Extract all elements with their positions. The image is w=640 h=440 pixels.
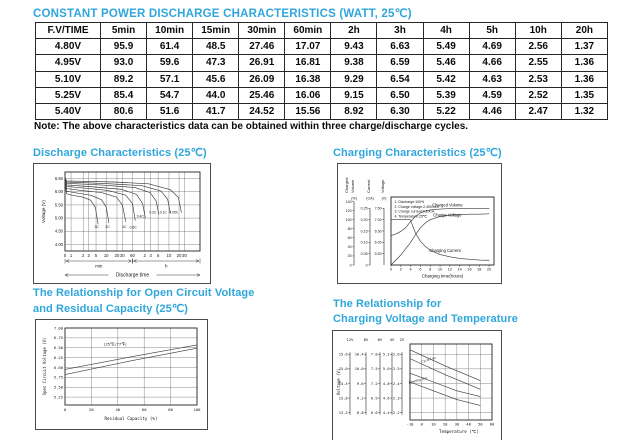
table-cell: 1.36 — [561, 55, 607, 71]
col-header: 4h — [423, 23, 469, 39]
svg-text:5.50: 5.50 — [374, 251, 382, 256]
table-cell: 80.6 — [101, 104, 147, 120]
svg-text:10: 10 — [431, 421, 436, 427]
frame — [65, 328, 197, 405]
svg-text:9.2: 9.2 — [356, 396, 364, 401]
table-cell: 41.7 — [193, 104, 239, 120]
svg-text:Charged: Charged — [344, 177, 349, 193]
table-cell: 6.30 — [377, 104, 423, 120]
bands — [407, 350, 480, 406]
table-cell: 48.5 — [193, 39, 239, 55]
svg-text:30: 30 — [182, 253, 187, 258]
table-cell: 5.42 — [423, 71, 469, 87]
svg-text:7.50: 7.50 — [374, 206, 382, 211]
svg-text:6.50: 6.50 — [54, 175, 63, 181]
temp-chart-title-line2: Charging Voltage and Temperature — [333, 313, 518, 325]
table-cell: 16.38 — [285, 71, 331, 87]
svg-text:1C: 1C — [122, 225, 127, 230]
svg-text:0: 0 — [365, 263, 368, 268]
col-header: 5h — [469, 23, 515, 39]
svg-text:20: 20 — [89, 407, 94, 412]
row-header: 5.40V — [36, 104, 101, 120]
left-axes — [344, 178, 386, 268]
row-header: 5.25V — [36, 87, 101, 103]
svg-text:5: 5 — [94, 253, 98, 258]
svg-text:3: 3 — [149, 253, 152, 258]
table-cell: 59.6 — [147, 55, 193, 71]
svg-text:0.05C: 0.05C — [169, 210, 179, 215]
col-header: 2h — [331, 23, 377, 39]
svg-text:(25℃/77℉): (25℃/77℉) — [103, 341, 128, 347]
table-cell: 5.39 — [423, 87, 469, 103]
series — [65, 178, 181, 230]
svg-text:8.8: 8.8 — [356, 410, 364, 415]
svg-text:Voltage (V): Voltage (V) — [41, 200, 46, 223]
svg-text:4V: 4V — [389, 337, 395, 342]
svg-text:6.50: 6.50 — [374, 229, 382, 234]
svg-text:8: 8 — [429, 267, 432, 272]
svg-text:6.00: 6.00 — [54, 189, 63, 195]
table-cell: 9.38 — [331, 55, 377, 71]
svg-text:10: 10 — [437, 267, 443, 272]
svg-text:Open Circuit Voltage (V): Open Circuit Voltage (V) — [42, 337, 47, 396]
table-cell: 9.29 — [331, 71, 377, 87]
svg-text:5.75: 5.75 — [53, 374, 63, 380]
svg-text:5.00: 5.00 — [54, 215, 63, 221]
svg-text:0: 0 — [63, 407, 67, 412]
svg-text:14.4: 14.4 — [338, 381, 348, 386]
table-cell: 16.06 — [285, 87, 331, 103]
table-cell: 2.47 — [515, 104, 561, 120]
left-scales — [336, 337, 405, 415]
svg-text:Charging Current: Charging Current — [429, 247, 461, 253]
table-cell: 5.46 — [423, 55, 469, 71]
table-cell: 2.53 — [515, 71, 561, 87]
discharge-chart — [37, 167, 208, 281]
svg-text:0.6C: 0.6C — [129, 225, 137, 230]
svg-text:6.75: 6.75 — [53, 335, 63, 341]
svg-text:Voltage: Voltage — [380, 179, 385, 193]
svg-text:4: 4 — [409, 267, 412, 272]
svg-text:80: 80 — [168, 407, 173, 412]
charging-chart-box — [337, 163, 502, 284]
row-header: 4.95V — [36, 55, 101, 71]
svg-text:140: 140 — [345, 199, 352, 204]
svg-text:7.8: 7.8 — [370, 352, 378, 357]
svg-text:6.25: 6.25 — [53, 354, 63, 360]
svg-text:20: 20 — [347, 254, 352, 259]
svg-text:3. Charge current:0.20CA: 3. Charge current:0.20CA — [394, 209, 435, 214]
table-row — [36, 87, 608, 103]
svg-text:4.4: 4.4 — [382, 410, 390, 415]
table-cell: 26.09 — [239, 71, 285, 87]
svg-text:4.6: 4.6 — [382, 396, 390, 401]
svg-text:5.2: 5.2 — [382, 352, 390, 357]
svg-text:h: h — [165, 263, 168, 269]
svg-text:5.50: 5.50 — [54, 202, 63, 208]
svg-text:12V: 12V — [346, 337, 354, 342]
table-row — [36, 55, 608, 71]
svg-text:60: 60 — [130, 253, 135, 258]
svg-text:2.4: 2.4 — [392, 381, 400, 386]
grid — [65, 172, 200, 251]
svg-text:Discharge time: Discharge time — [115, 272, 150, 279]
table-cell: 4.63 — [469, 71, 515, 87]
svg-text:4.8: 4.8 — [382, 381, 390, 386]
ocv-chart-box — [35, 319, 208, 430]
svg-text:2. Charge voltage:2.45V/cell: 2. Charge voltage:2.45V/cell — [394, 204, 439, 209]
svg-text:2.5: 2.5 — [392, 367, 400, 372]
svg-text:0.4C: 0.4C — [136, 214, 144, 219]
svg-text:5.50: 5.50 — [53, 384, 63, 390]
col-header-fv-time: F.V/TIME — [36, 23, 101, 39]
svg-text:12: 12 — [447, 267, 452, 272]
col-header: 15min — [193, 23, 239, 39]
table-cell: 61.4 — [147, 39, 193, 55]
svg-text:6.9: 6.9 — [370, 396, 378, 401]
svg-text:80: 80 — [347, 227, 352, 232]
table-row — [36, 71, 608, 87]
svg-text:40: 40 — [115, 407, 121, 412]
ocv-chart-title-line2: and Residual Capacity (25℃) — [33, 303, 189, 315]
svg-text:Temperature (℃): Temperature (℃) — [439, 429, 479, 434]
svg-text:16: 16 — [467, 267, 472, 272]
svg-text:0.15: 0.15 — [360, 229, 368, 234]
annotation — [103, 341, 127, 346]
svg-text:15.0: 15.0 — [338, 367, 348, 372]
table-cell: 45.6 — [193, 71, 239, 87]
svg-text:20: 20 — [176, 253, 182, 258]
svg-text:Residual Capacity (%): Residual Capacity (%) — [104, 416, 158, 421]
svg-text:40: 40 — [347, 245, 352, 250]
svg-text:2.6: 2.6 — [392, 352, 400, 357]
grid — [65, 328, 197, 405]
table-cell: 1.37 — [561, 39, 607, 55]
svg-text:Floating Use: Floating Use — [408, 375, 428, 385]
svg-text:Voltage (V): Voltage (V) — [336, 368, 341, 396]
x-axis — [407, 422, 495, 434]
charging-chart — [341, 167, 499, 281]
series — [65, 345, 197, 375]
table-cell: 47.3 — [193, 55, 239, 71]
svg-text:30: 30 — [454, 421, 460, 427]
svg-text:-10: -10 — [406, 421, 414, 427]
svg-text:Charge Voltage: Charge Voltage — [433, 212, 462, 218]
svg-text:18: 18 — [477, 267, 482, 272]
svg-text:10: 10 — [103, 253, 109, 258]
svg-text:2: 2 — [399, 267, 402, 272]
table-cell: 6.54 — [377, 71, 423, 87]
svg-text:0: 0 — [389, 267, 393, 272]
svg-text:4.50: 4.50 — [54, 228, 63, 234]
discharge-chart-title: Discharge Characteristics (25℃) — [33, 147, 207, 159]
table-cell: 4.46 — [469, 104, 515, 120]
svg-text:0.1C: 0.1C — [159, 210, 167, 215]
table-note: Note: The above characteristics data can be obtained within three charge/discharge cycles. — [34, 121, 469, 132]
col-header: 10min — [147, 23, 193, 39]
table-cell: 1.35 — [561, 87, 607, 103]
svg-text:Cycle Use: Cycle Use — [420, 355, 437, 364]
col-header: 60min — [285, 23, 331, 39]
svg-text:60: 60 — [347, 236, 352, 241]
svg-text:13.2: 13.2 — [338, 410, 348, 415]
charging-chart-title: Charging Characteristics (25℃) — [333, 147, 502, 159]
svg-text:3: 3 — [87, 253, 90, 258]
table-cell: 51.6 — [147, 104, 193, 120]
axis-brackets — [65, 259, 200, 279]
table-cell: 2.55 — [515, 55, 561, 71]
svg-text:6.00: 6.00 — [53, 364, 63, 370]
svg-text:6.6: 6.6 — [370, 410, 378, 415]
svg-text:7.2: 7.2 — [370, 381, 378, 386]
table-cell: 4.69 — [469, 39, 515, 55]
svg-text:10: 10 — [166, 253, 172, 258]
svg-text:60: 60 — [489, 421, 495, 427]
svg-text:Volume: Volume — [350, 179, 355, 193]
col-header: 20h — [561, 23, 607, 39]
svg-text:4.00: 4.00 — [54, 241, 63, 247]
svg-text:6.00: 6.00 — [374, 240, 382, 245]
table-cell: 15.56 — [285, 104, 331, 120]
svg-text:0.2C: 0.2C — [149, 210, 157, 215]
table-cell: 9.43 — [331, 39, 377, 55]
table-cell: 6.63 — [377, 39, 423, 55]
table-cell: 26.91 — [239, 55, 285, 71]
axis-labels — [42, 325, 201, 421]
svg-text:6: 6 — [419, 267, 422, 272]
table-cell: 4.59 — [469, 87, 515, 103]
svg-text:2C: 2C — [105, 225, 110, 230]
temp-chart — [336, 334, 499, 438]
table-cell: 24.52 — [239, 104, 285, 120]
svg-text:5: 5 — [156, 253, 160, 258]
svg-text:10.0: 10.0 — [354, 367, 364, 372]
table-cell: 6.50 — [377, 87, 423, 103]
svg-text:7.5: 7.5 — [370, 367, 378, 372]
svg-text:Charged Volume: Charged Volume — [432, 202, 463, 208]
table-cell: 2.56 — [515, 39, 561, 55]
svg-text:15.6: 15.6 — [338, 352, 348, 357]
table-cell: 6.59 — [377, 55, 423, 71]
svg-text:5.25: 5.25 — [53, 394, 63, 400]
temp-chart-box — [332, 330, 502, 440]
table-cell: 93.0 — [101, 55, 147, 71]
svg-text:2.2: 2.2 — [392, 410, 400, 415]
svg-text:(CA): (CA) — [366, 196, 374, 201]
svg-text:6.50: 6.50 — [53, 345, 63, 351]
table-cell: 25.46 — [239, 87, 285, 103]
svg-text:5.0: 5.0 — [382, 367, 390, 372]
svg-text:14: 14 — [457, 267, 462, 272]
svg-text:20: 20 — [442, 421, 448, 427]
col-header: 5min — [101, 23, 147, 39]
table-cell: 57.1 — [147, 71, 193, 87]
svg-text:100: 100 — [193, 407, 201, 412]
svg-text:13.8: 13.8 — [338, 396, 348, 401]
svg-text:2.3: 2.3 — [392, 396, 400, 401]
table-row — [36, 39, 608, 55]
svg-text:40: 40 — [466, 421, 471, 427]
svg-text:0.20: 0.20 — [360, 217, 368, 222]
svg-text:120: 120 — [345, 208, 352, 213]
ocv-chart — [39, 323, 205, 427]
svg-text:0.10: 0.10 — [360, 240, 368, 245]
table-row — [36, 104, 608, 120]
table-cell: 5.49 — [423, 39, 469, 55]
svg-text:100: 100 — [345, 217, 352, 222]
svg-text:20: 20 — [486, 267, 492, 272]
svg-text:0: 0 — [349, 263, 352, 268]
svg-text:9.6: 9.6 — [356, 381, 364, 386]
discharge-chart-box — [33, 163, 211, 284]
svg-text:10.4: 10.4 — [354, 352, 364, 357]
svg-text:Current: Current — [366, 179, 371, 193]
svg-text:0: 0 — [420, 421, 423, 427]
col-header: 3h — [377, 23, 423, 39]
svg-text:min: min — [95, 263, 103, 269]
svg-text:1. Discharge:100%: 1. Discharge:100% — [394, 200, 425, 204]
table-header — [36, 23, 608, 39]
svg-text:Charging time(hours): Charging time(hours) — [421, 273, 464, 279]
table-cell: 5.22 — [423, 104, 469, 120]
temp-chart-title-line1: The Relationship for — [333, 298, 442, 310]
table-cell: 17.07 — [285, 39, 331, 55]
svg-text:(%): (%) — [351, 196, 357, 201]
col-header: 30min — [239, 23, 285, 39]
svg-text:1: 1 — [69, 253, 73, 258]
table-cell: 27.46 — [239, 39, 285, 55]
table-cell: 9.15 — [331, 87, 377, 103]
svg-text:50: 50 — [477, 421, 483, 427]
row-header: 5.10V — [36, 71, 101, 87]
svg-text:2: 2 — [143, 253, 146, 258]
svg-text:30: 30 — [120, 253, 125, 258]
row-header: 4.80V — [36, 39, 101, 55]
svg-text:7.00: 7.00 — [374, 217, 382, 222]
x-axis — [390, 265, 491, 279]
constant-power-discharge-table — [35, 22, 608, 120]
table-cell: 54.7 — [147, 87, 193, 103]
table-cell: 89.2 — [101, 71, 147, 87]
svg-text:2: 2 — [82, 253, 85, 258]
svg-text:(V): (V) — [381, 196, 387, 201]
svg-text:8V: 8V — [363, 337, 369, 342]
svg-text:0: 0 — [63, 253, 67, 258]
svg-text:0.25: 0.25 — [360, 206, 368, 211]
svg-text:60: 60 — [141, 407, 147, 412]
svg-text:3C: 3C — [94, 225, 99, 230]
table-cell: 1.32 — [561, 104, 607, 120]
table-cell: 8.92 — [331, 104, 377, 120]
page-title: CONSTANT POWER DISCHARGE CHARACTERISTICS (WATT, 25℃) — [33, 8, 412, 20]
table-cell: 16.81 — [285, 55, 331, 71]
col-header: 10h — [515, 23, 561, 39]
table-cell: 95.9 — [101, 39, 147, 55]
svg-text:6V: 6V — [377, 337, 383, 342]
table-cell: 44.0 — [193, 87, 239, 103]
svg-text:0.05: 0.05 — [360, 251, 368, 256]
table-cell: 1.36 — [561, 71, 607, 87]
ocv-chart-title-line1: The Relationship for Open Circuit Voltage — [33, 287, 255, 299]
svg-text:4. Temperature:25℃: 4. Temperature:25℃ — [394, 214, 427, 219]
table-cell: 4.66 — [469, 55, 515, 71]
svg-text:2V: 2V — [399, 337, 405, 342]
table-cell: 85.4 — [101, 87, 147, 103]
table-cell: 2.52 — [515, 87, 561, 103]
svg-text:20: 20 — [114, 253, 120, 258]
svg-text:7.00: 7.00 — [53, 325, 63, 331]
